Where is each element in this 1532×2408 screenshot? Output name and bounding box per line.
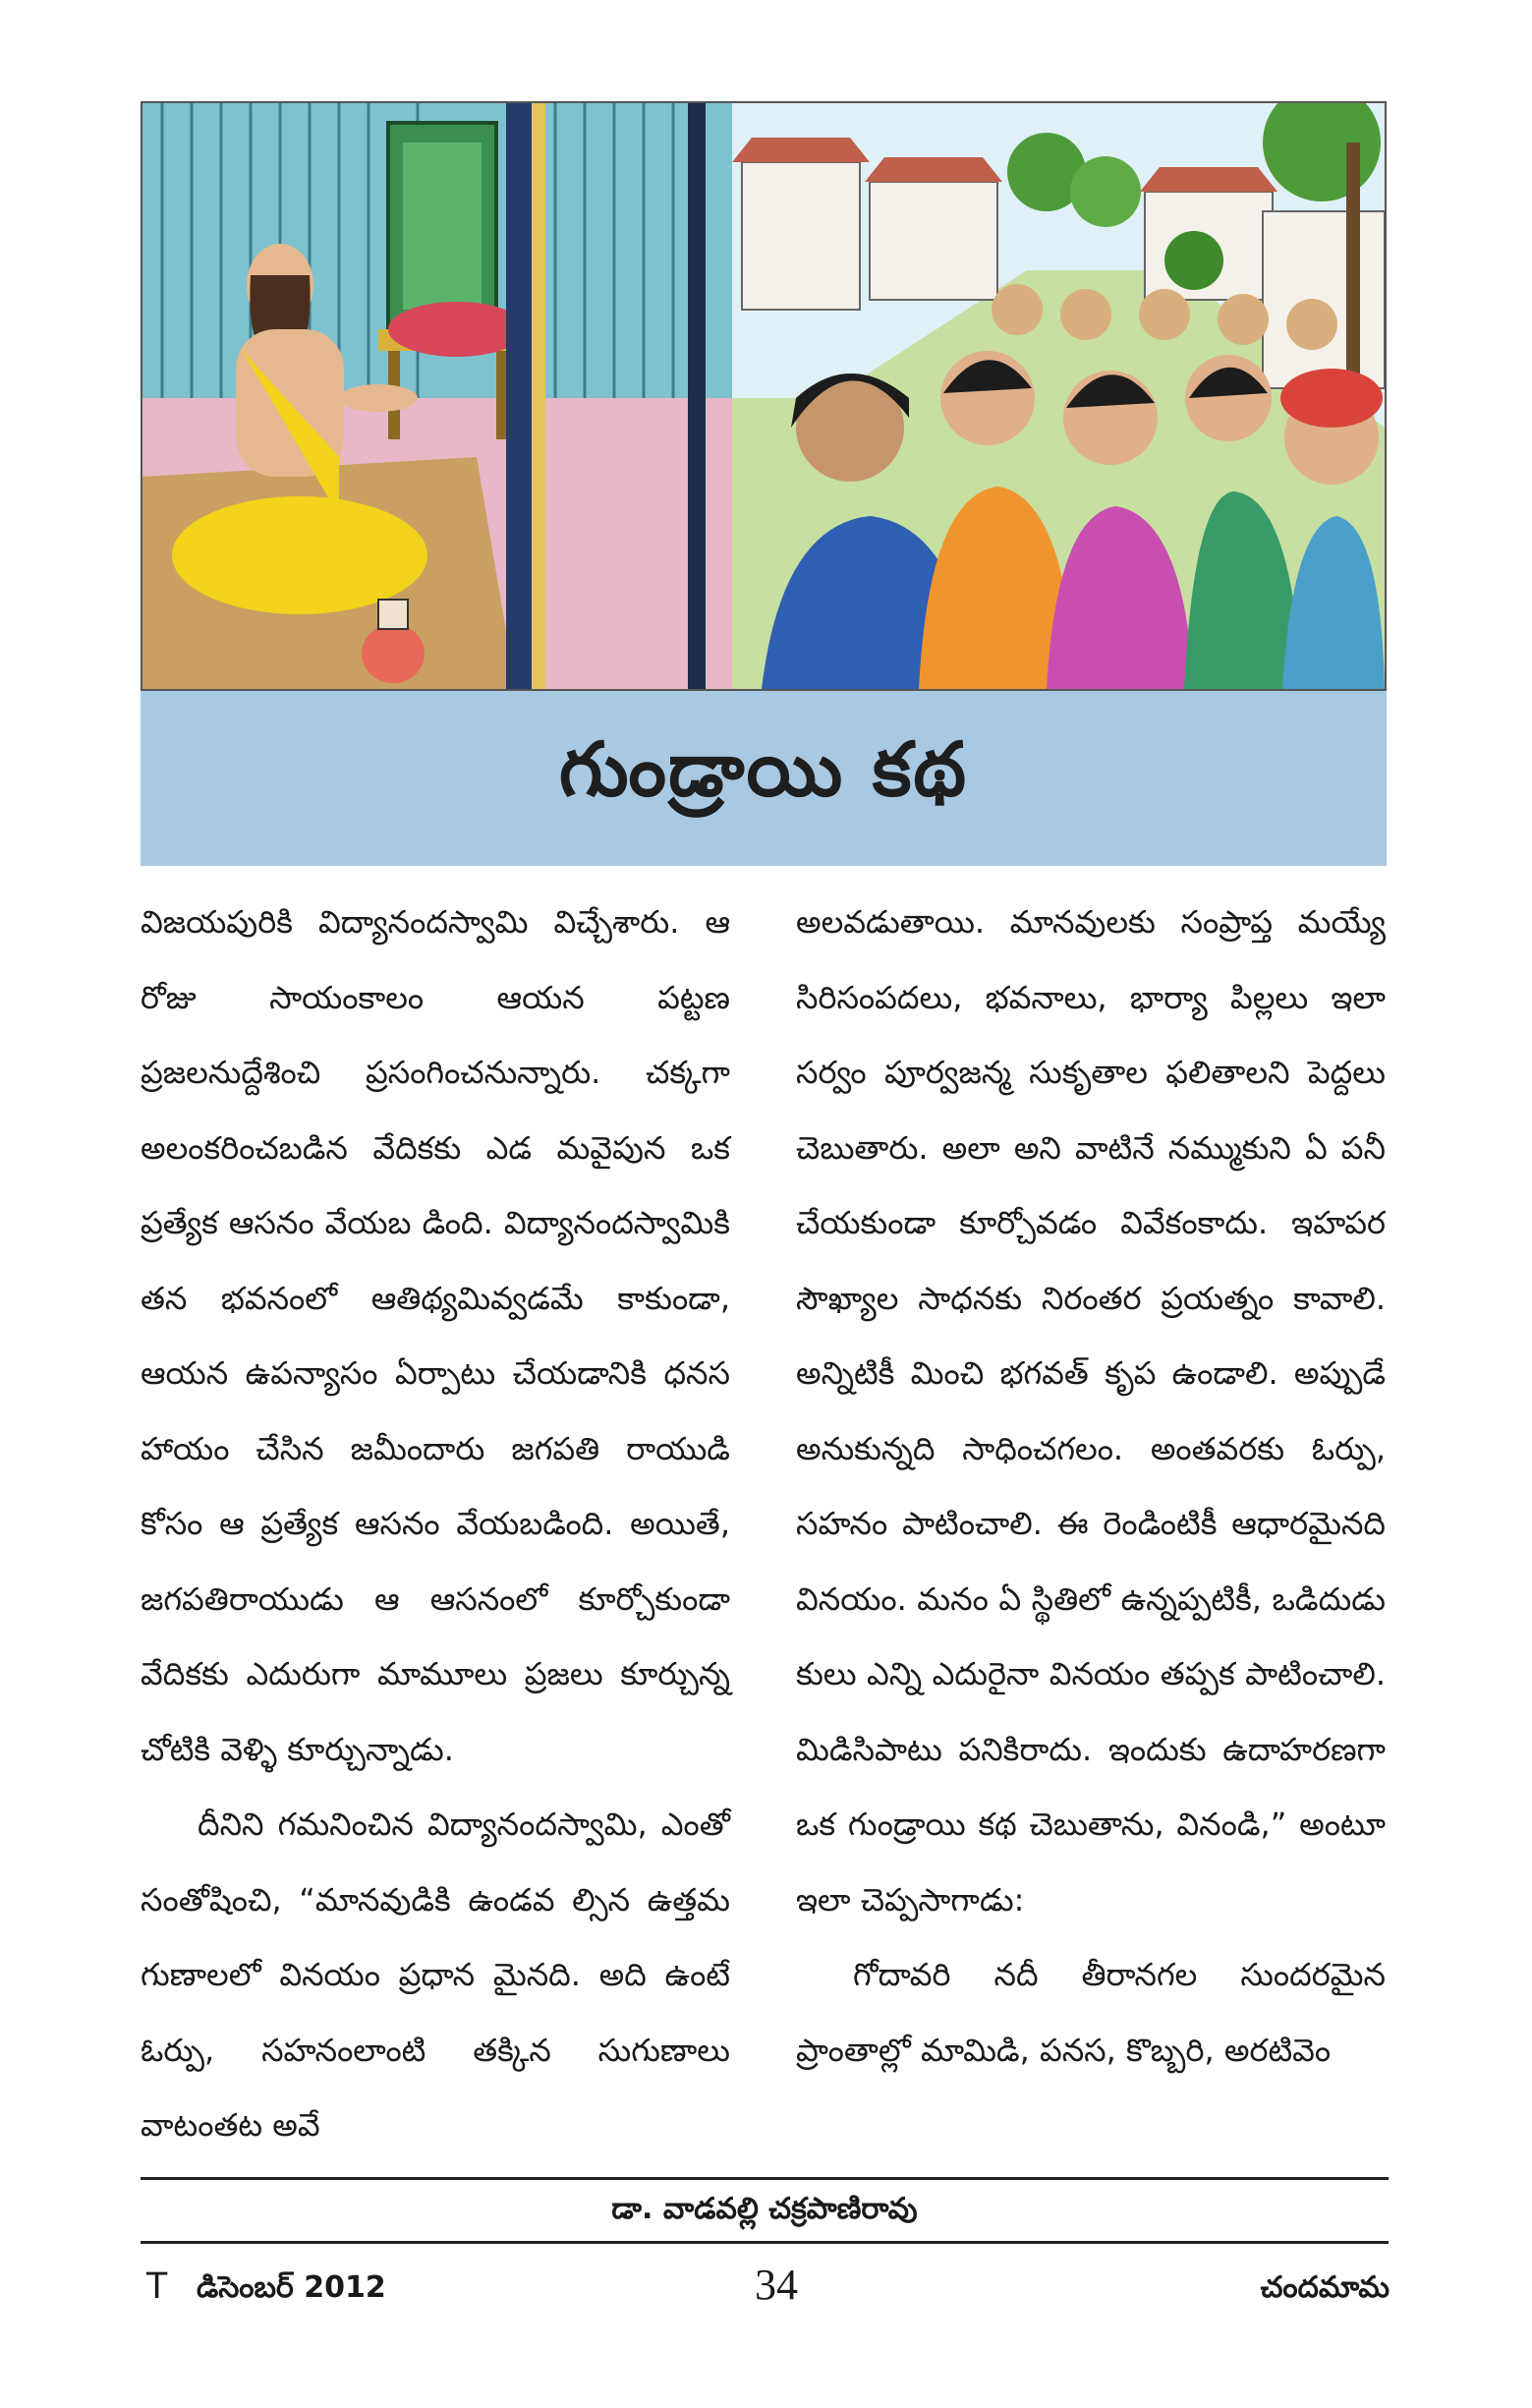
paragraph-1: విజయపురికి విద్యానందస్వామి విచ్చేశారు. ఆ రోజు సాయంకాలం ఆయన పట్టణ ప్రజలనుద్దేశించి ప్రసంగించనున్నారు. చక్కగా అలంకరించబడిన వేదికకు ఎడ మవైపున ఒక ప్రత్యేక ఆసనం వేయబ డింది. విద్యానందస్వామికి తన భవనంలో ఆతిథ్యమివ్వడమే కాకుండా, ఆయన ఉపన్యాసం ఏర్పాటు చేయడానికి ధనస హాయం చేసిన జమీందారు జగపతి రాయుడి కోసం ఆ ప్రత్యేక ఆసనం వేయబడింది. అయితే, జగపతిరాయుడు ఆ ఆసనంలో కూర్చోకుండా వేదికకు ఎదురుగా మామూలు ప్రజలు కూర్చున్న చోటికి వెళ్ళి కూర్చున్నాడు. xyxy=(141,903,730,1768)
pillar-right xyxy=(688,103,706,689)
page-number: 34 xyxy=(755,2261,798,2309)
issue-date: డిసెంబర్ 2012 xyxy=(197,2270,386,2305)
author-name: డా. వాడవల్లి చక్రపాణిరావు xyxy=(611,2192,918,2226)
paragraph-3: అలవడుతాయి. మానవులకు సంప్రాప్త మయ్యే సిరిసంపదలు, భవనాలు, భార్యా పిల్లలు ఇలా సర్వం పూర్వజన్మ సుకృతాల ఫలితాలని పెద్దలు చెబుతారు. అలా అని వాటినే నమ్ముకుని ఏ పనీ చేయకుండా కూర్చోవడం వివేకంకాదు. ఇహపర సౌఖ్యాల సాధనకు నిరంతర ప్రయత్నం కావాలి. అన్నిటికీ మించి భగవత్ కృప ఉండాలి. అప్పుడే అనుకున్నది సాధించగలం. అంతవరకు ఓర్పు, సహనం పాటించాలి. ఈ రెండింటికీ ఆధారమైనది వినయం. మనం ఏ స్థితిలో ఉన్నప్పటికీ, ఒడిదుడు కులు ఎన్ని ఎదురైనా వినయం తప్పక పాటించాలి. మిడిసిపాటు పనికిరాదు. ఇందుకు ఉదాహరణగా ఒక గుండ్రాయి కథ చెబుతాను, వినండి,” అంటూ ఇలా చెప్పసాగాడు: xyxy=(796,903,1386,1919)
illustration-svg xyxy=(142,103,1385,689)
title-band xyxy=(141,691,1387,866)
footer-mark: T xyxy=(145,2265,169,2307)
magazine-name: చందమామ xyxy=(1260,2270,1390,2305)
pillar-left xyxy=(506,103,532,689)
story-illustration xyxy=(141,101,1387,691)
paragraph-4: గోదావరి నదీ తీరానగల సుందరమైన ప్రాంతాల్లో మామిడి, పనస, కొబ్బరి, అరటివెం xyxy=(796,1956,1386,2069)
story-title: గుండ్రాయి కథ xyxy=(558,725,969,813)
right-column xyxy=(796,885,1386,2088)
author-rule-bottom xyxy=(141,2241,1389,2244)
paragraph-2: దీనిని గమనించిన విద్యానందస్వామి, ఎంతో సంతోషించి, “మానవుడికి ఉండవ ల్సిన ఉత్తమ గుణాలలో వినయం ప్రధాన మైనది. అది ఉంటే ఓర్పు, సహనంలాంటి తక్కిన సుగుణాలు వాటంతట అవే xyxy=(141,1806,730,2144)
author-rule-top xyxy=(141,2177,1389,2180)
left-column xyxy=(141,885,730,2163)
